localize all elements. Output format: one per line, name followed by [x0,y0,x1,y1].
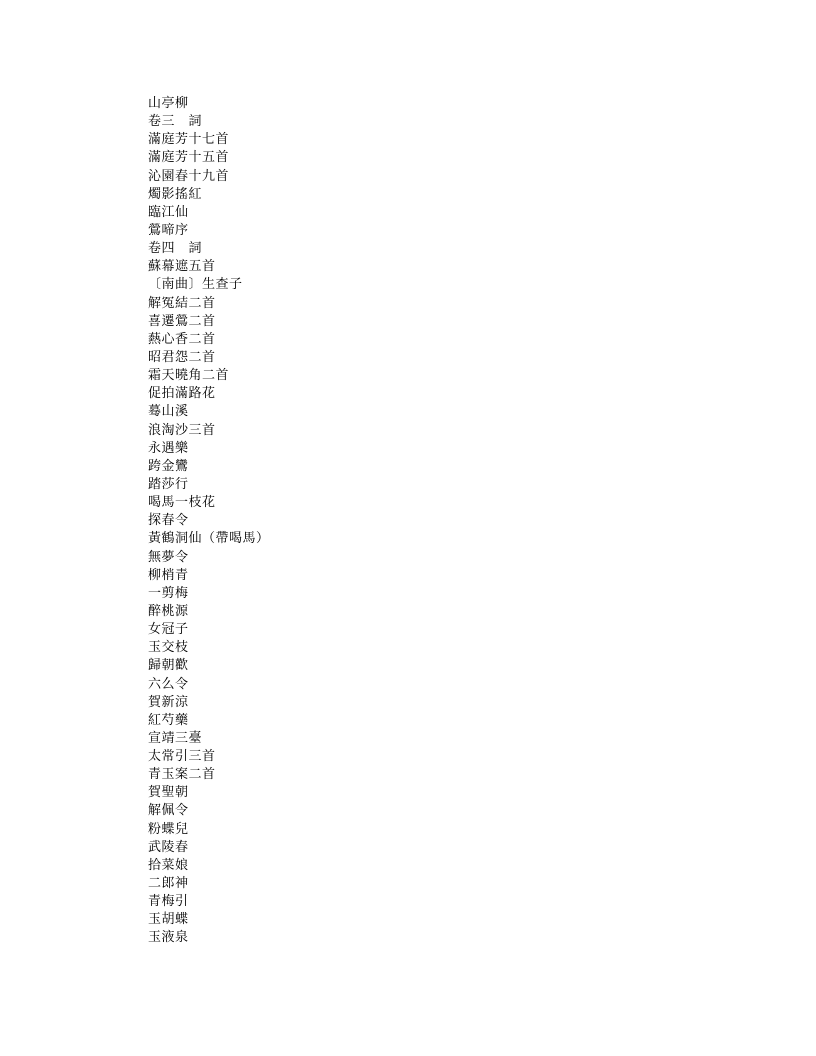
toc-entry: 歸朝歡 [148,658,189,674]
toc-entry: 解佩令 [148,803,189,819]
toc-entry: 永遇樂 [148,440,189,456]
toc-entry: 霜天曉角二首 [148,368,230,384]
toc-entry: 山亭柳 [148,96,189,111]
toc-entry: 玉交枝 [148,640,189,656]
toc-entry: 六么令 [148,676,189,692]
toc-entry: 醉桃源 [148,603,189,619]
toc-entry: 蘇幕遮五首 [148,259,216,275]
toc-entry: 太常引三首 [148,749,216,765]
toc-entry: 爇心香二首 [148,331,216,347]
toc-entry: 青梅引 [148,894,189,910]
toc-entry: 武陵春 [148,839,189,855]
toc-entry: 紅芍藥 [148,712,189,728]
toc-entry: 粉蝶兒 [148,821,189,837]
toc-entry: 玉液泉 [148,930,189,946]
toc-entry: 黃鶴洞仙（帶喝馬） [148,531,270,547]
toc-entry: 青玉案二首 [148,767,216,783]
toc-entry: 燭影搖紅 [148,186,203,202]
toc-entry: 滿庭芳十五首 [148,150,230,166]
toc-entry: 柳梢青 [148,567,189,583]
toc-entry: 喝馬一枝花 [148,495,216,511]
toc-entry: 跨金鸞 [148,458,189,474]
toc-entry: 一剪梅 [148,585,189,601]
toc-entry: 滿庭芳十七首 [148,132,230,148]
toc-entry: 昭君怨二首 [148,349,216,365]
toc-entry: 女冠子 [148,622,189,638]
toc-entry: 喜遷鶯二首 [148,313,216,329]
toc-entry: 宣靖三臺 [148,730,203,746]
toc-entry: 二郎神 [148,876,189,892]
toc-entry: 促拍滿路花 [148,386,216,402]
toc-entry: 玉胡蝶 [148,912,189,928]
toc-entry: 卷四 詞 [148,241,203,257]
toc-entry: 沁園春十九首 [148,168,230,184]
toc-entry: 賀新涼 [148,694,189,710]
toc-entry: 賀聖朝 [148,785,189,801]
toc-entry: 踏莎行 [148,476,189,492]
toc-entry: 卷三 詞 [148,114,203,130]
toc-entry: 浪淘沙三首 [148,422,216,438]
toc-entry: 臨江仙 [148,204,189,220]
toc-entry: 鶯啼序 [148,222,189,238]
toc-entry: 無夢令 [148,549,189,565]
toc-entry: 〔南曲〕生查子 [148,277,243,293]
toc-entry: 拾菜娘 [148,857,189,873]
toc-entry: 探春令 [148,513,189,529]
toc-entry: 解冤結二首 [148,295,216,311]
table-of-contents [148,95,270,948]
toc-entry: 蓦山溪 [148,404,189,420]
